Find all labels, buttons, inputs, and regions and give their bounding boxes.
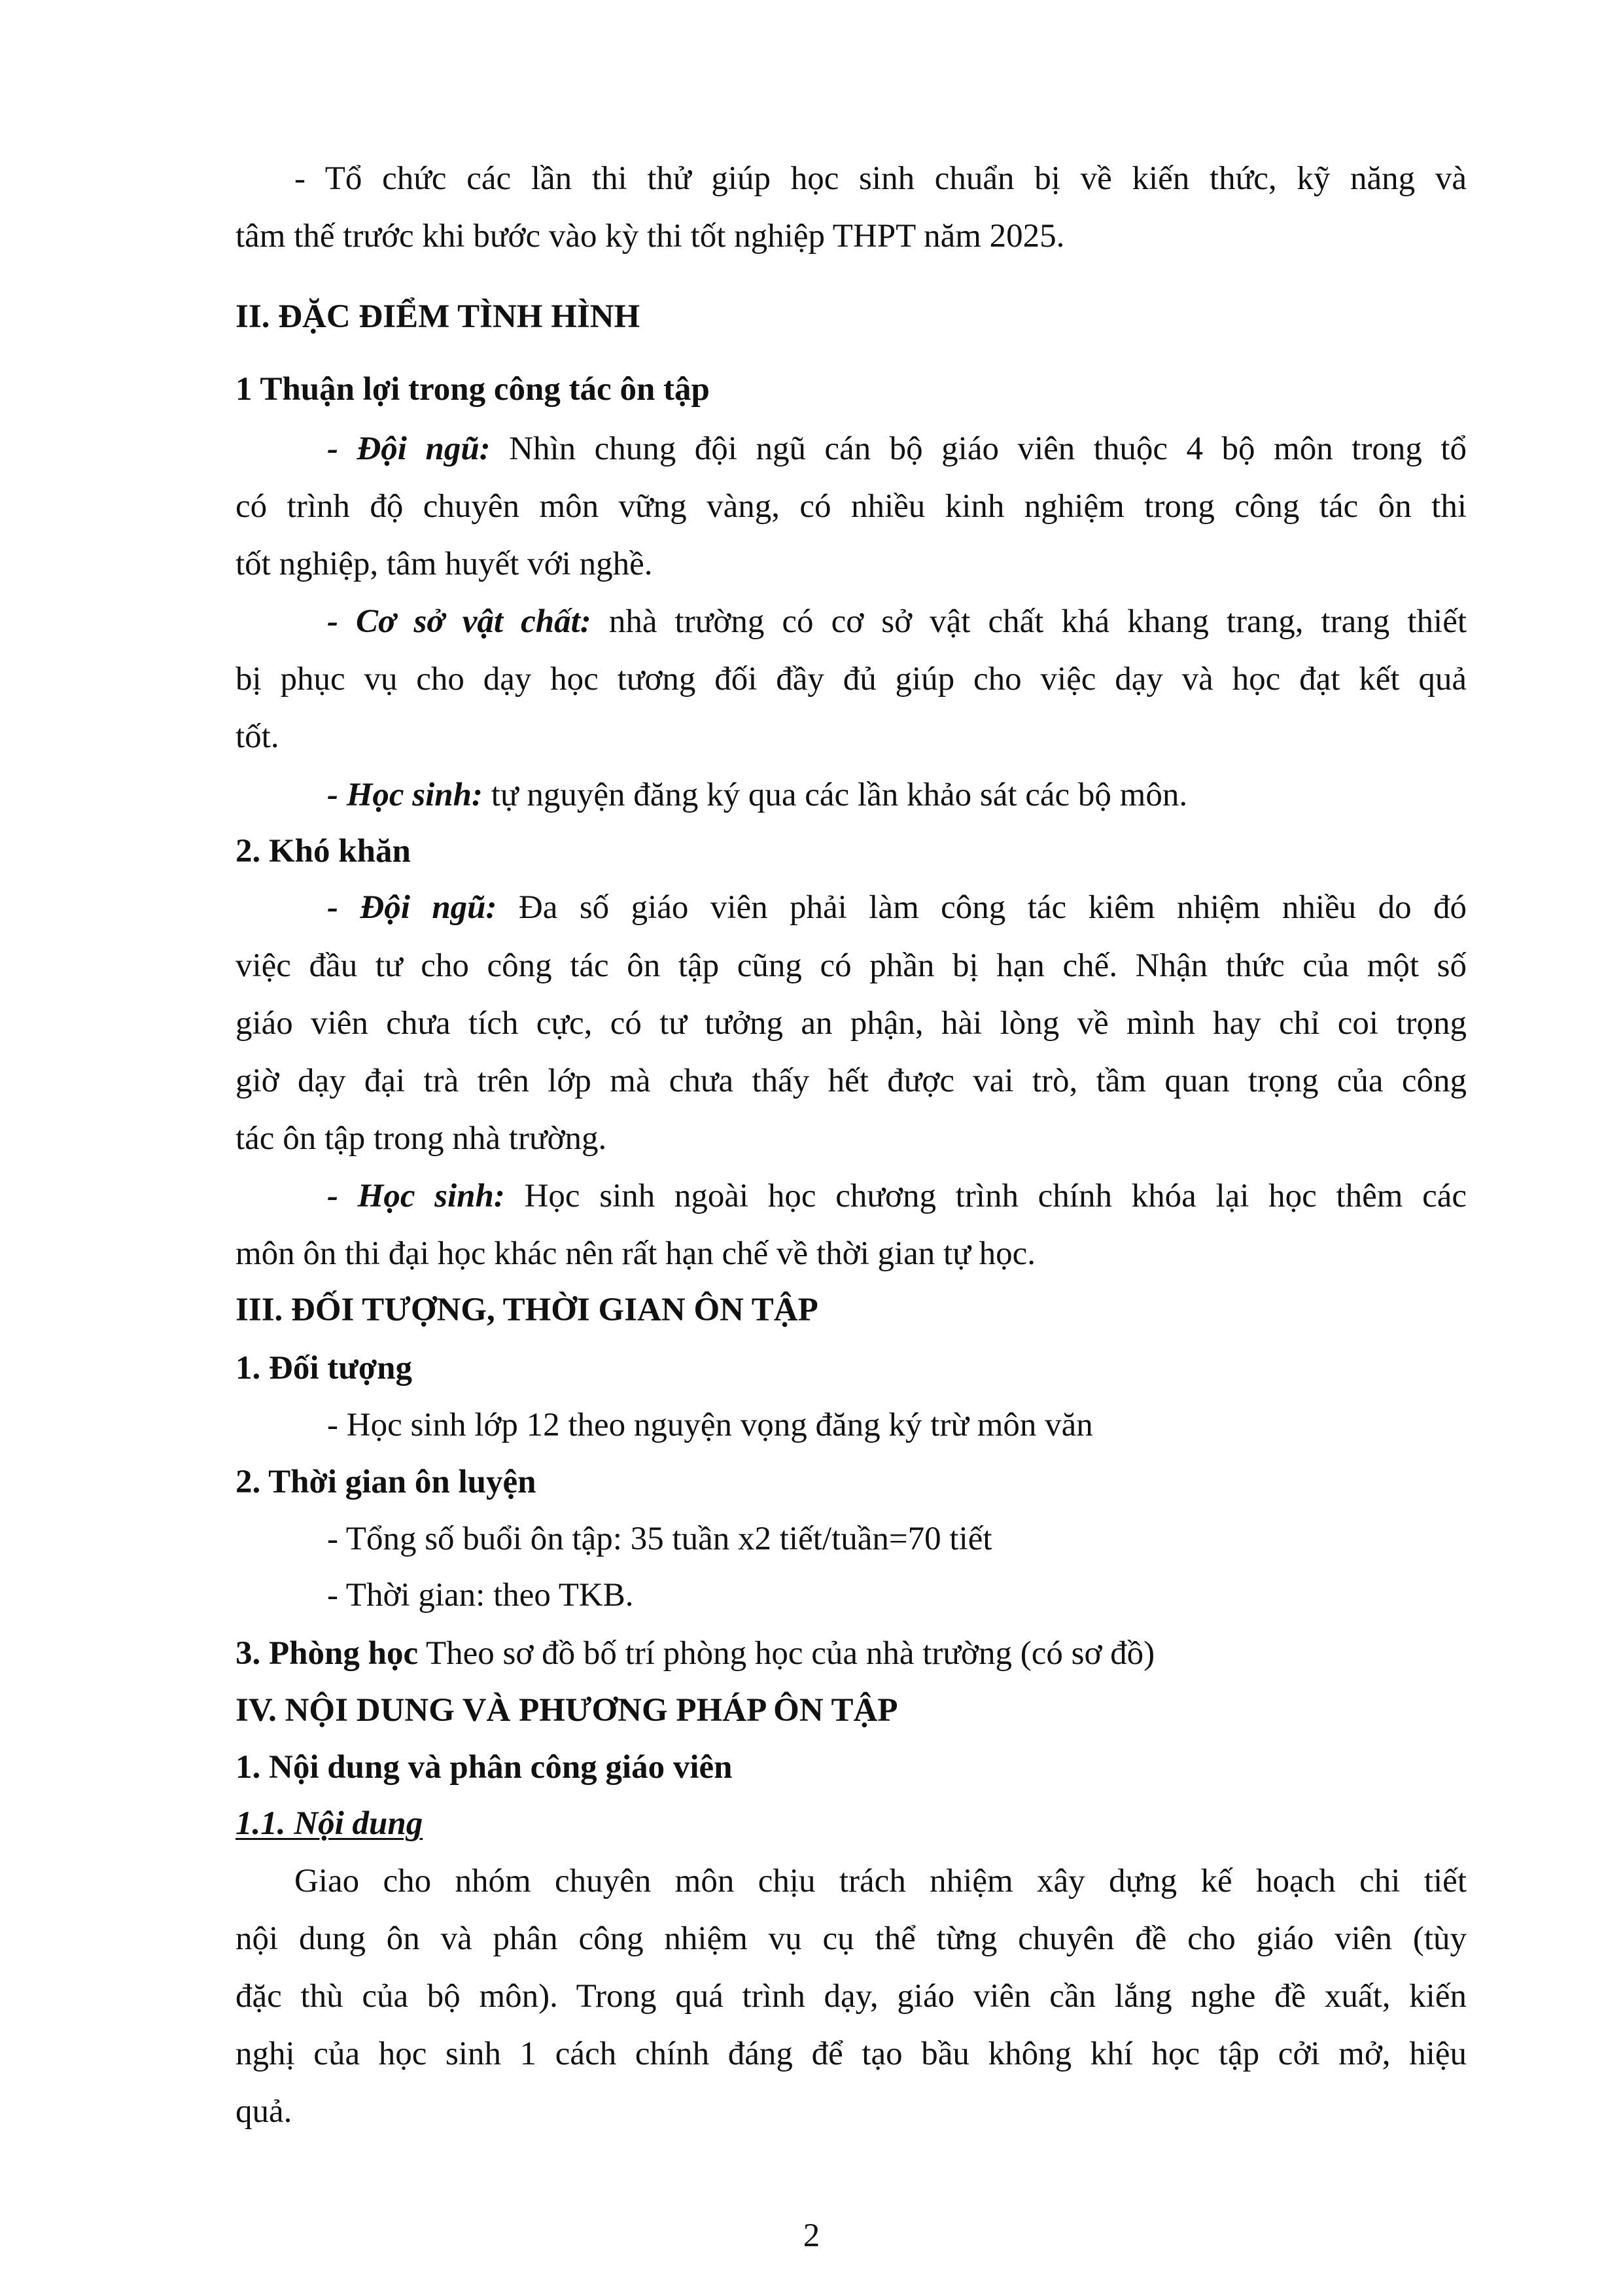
paragraph-line: tâm thế trước khi bước vào kỳ thi tốt nghiệp THPT năm 2025. (236, 218, 1065, 255)
paragraph-line: quả. (236, 2093, 292, 2130)
paragraph-line: việc đầu tư cho công tác ôn tập cũng có phần bị hạn chế. Nhận thức của một số (236, 947, 1467, 984)
subsection-heading: 1. Nội dung và phân công giáo viên (236, 1749, 733, 1786)
subsection-heading: 2. Khó khăn (236, 833, 411, 870)
section-heading: III. ĐỐI TƯỢNG, THỜI GIAN ÔN TẬP (236, 1292, 818, 1328)
item-label: - Đội ngũ: (327, 431, 491, 467)
page-number: 2 (803, 2217, 820, 2254)
paragraph-line: tốt. (236, 718, 279, 755)
paragraph-line (327, 891, 1467, 925)
paragraph-line: nghị của học sinh 1 cách chính đáng để tạo bầu không khí học tập cởi mở, hiệu (236, 2036, 1467, 2072)
paragraph-line: Giao cho nhóm chuyên môn chịu trách nhiệm xây dựng kế hoạch chi tiết (294, 1863, 1467, 1899)
paragraph-line: giờ dạy đại trà trên lớp mà chưa thấy hết được vai trò, tầm quan trọng của công (236, 1063, 1467, 1099)
item-text: tự nguyện đăng ký qua các lần khảo sát các bộ môn. (491, 777, 1188, 813)
item-label: - Cơ sở vật chất: (327, 603, 591, 640)
paragraph-line: - Học sinh lớp 12 theo nguyện vọng đăng ký trừ môn văn (327, 1407, 1093, 1443)
item-label: - Học sinh: (327, 1178, 505, 1214)
paragraph-line: - Thời gian: theo TKB. (327, 1577, 634, 1614)
paragraph-line: tốt nghiệp, tâm huyết với nghề. (236, 546, 653, 582)
paragraph-line: tác ôn tập trong nhà trường. (236, 1120, 607, 1157)
item-text: Đa số giáo viên phải làm công tác kiêm nhiệm nhiều do đó (518, 889, 1467, 926)
paragraph-line: - Tổng số buổi ôn tập: 35 tuần x2 tiết/tuần=70 tiết (327, 1521, 992, 1557)
paragraph-line: bị phục vụ cho dạy học tương đối đầy đủ giúp cho việc dạy và học đạt kết quả (236, 661, 1467, 698)
paragraph-line: - Tổ chức các lần thi thử giúp học sinh chuẩn bị về kiến thức, kỹ năng và (294, 160, 1467, 197)
paragraph-line (327, 779, 1187, 812)
subsection-heading: 1. Đối tượng (236, 1350, 412, 1386)
subsection-label: 3. Phòng học (236, 1635, 419, 1672)
item-label: - Học sinh: (327, 777, 483, 813)
item-text: nhà trường có cơ sở vật chất khá khang trang, trang thiết (608, 603, 1467, 640)
paragraph-line (327, 1180, 1467, 1213)
subsection-heading: 2. Thời gian ôn luyện (236, 1464, 536, 1500)
paragraph-line: có trình độ chuyên môn vững vàng, có nhiều kinh nghiệm trong công tác ôn thi (236, 488, 1467, 525)
item-text: Nhìn chung đội ngũ cán bộ giáo viên thuộc 4 bộ môn trong tổ (509, 431, 1467, 467)
section-heading: II. ĐẶC ĐIỂM TÌNH HÌNH (236, 298, 640, 335)
subsection-heading: 1 Thuận lợi trong công tác ôn tập (236, 371, 710, 408)
item-text: Học sinh ngoài học chương trình chính khóa lại học thêm các (524, 1178, 1467, 1214)
paragraph-line: môn ôn thi đại học khác nên rất hạn chế về thời gian tự học. (236, 1235, 1036, 1272)
paragraph-line: giáo viên chưa tích cực, có tư tưởng an phận, hài lòng về mình hay chỉ coi trọng (236, 1005, 1467, 1042)
paragraph-line: nội dung ôn và phân công nhiệm vụ cụ thể từng chuyên đề cho giáo viên (tùy (236, 1920, 1467, 1957)
subsection-heading (236, 1637, 1155, 1670)
section-heading: IV. NỘI DUNG VÀ PHƯƠNG PHÁP ÔN TẬP (236, 1692, 898, 1729)
sub-subsection-heading: 1.1. Nội dung (236, 1805, 423, 1842)
item-label: - Đội ngũ: (327, 889, 497, 926)
paragraph-line: đặc thù của bộ môn). Trong quá trình dạy, giáo viên cần lắng nghe đề xuất, kiến (236, 1978, 1467, 2015)
paragraph-line (327, 605, 1467, 639)
paragraph-line (327, 433, 1467, 466)
subsection-text: Theo sơ đồ bố trí phòng học của nhà trường (có sơ đồ) (425, 1635, 1155, 1672)
